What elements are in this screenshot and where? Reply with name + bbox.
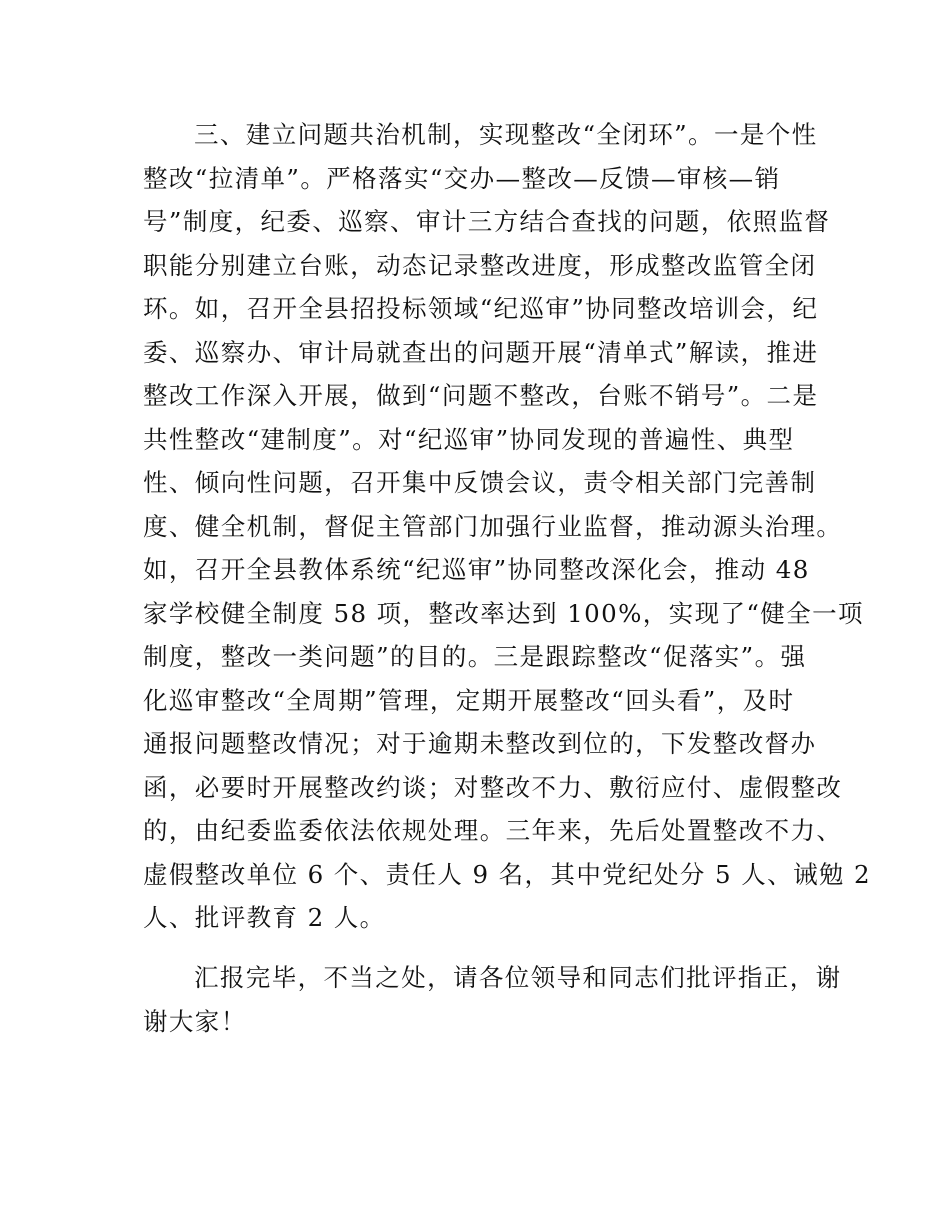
- text-line: 职能分别建立台账，动态记录整改进度，形成整改监管全闭: [143, 250, 817, 280]
- text-line: 如，召开全县教体系统“纪巡审”协同整改深化会，推动 48: [143, 555, 810, 584]
- text-line: 虚假整改单位 6 个、责任人 9 名，其中党纪处分 5 人、诫勉 2: [143, 859, 871, 889]
- text-line: 的，由纪委监委依法依规处理。三年来，先后处置整改不力、: [143, 816, 843, 845]
- text-line: 谢大家！: [143, 1006, 247, 1036]
- text-line: 通报问题整改情况；对于逾期未整改到位的，下发整改督办: [143, 729, 817, 758]
- text-line: 环。如，召开全县招投标领域“纪巡审”协同整改培训会，纪: [143, 294, 819, 323]
- paragraph-closing-remarks: [143, 956, 842, 1043]
- text-line: 三、建立问题共治机制，实现整改“全闭环”。一是个性: [194, 120, 818, 149]
- text-line: 汇报完毕，不当之处，请各位领导和同志们批评指正，谢: [194, 963, 842, 992]
- paragraph-rectification-mechanism: [143, 113, 871, 940]
- text-line: 化巡审整改“全周期”管理，定期开展整改“回头看”，及时: [143, 685, 795, 715]
- text-line: 整改“拉清单”。严格落实“交办—整改—反馈—审核—销: [143, 163, 781, 193]
- text-line: 制度，整改一类问题”的目的。三是跟踪整改“促落实”。强: [143, 642, 807, 671]
- text-line: 委、巡察办、审计局就查出的问题开展“清单式”解读，推进: [143, 337, 819, 367]
- text-line: 共性整改“建制度”。对“纪巡审”协同发现的普遍性、典型: [143, 424, 795, 454]
- text-line: 整改工作深入开展，做到“问题不整改，台账不销号”。二是: [143, 381, 819, 410]
- text-line: 函，必要时开展整改约谈；对整改不力、敷衍应付、虚假整改: [143, 772, 843, 802]
- text-line: 度、健全机制，督促主管部门加强行业监督，推动源头治理。: [143, 511, 843, 541]
- text-line: 家学校健全制度 58 项，整改率达到 100%，实现了“健全一项: [143, 598, 864, 628]
- text-line: 号”制度，纪委、巡察、审计三方结合查找的问题，依照监督: [143, 207, 831, 236]
- text-line: 性、倾向性问题，召开集中反馈会议，责令相关部门完善制: [143, 468, 817, 497]
- text-line: 人、批评教育 2 人。: [143, 903, 386, 932]
